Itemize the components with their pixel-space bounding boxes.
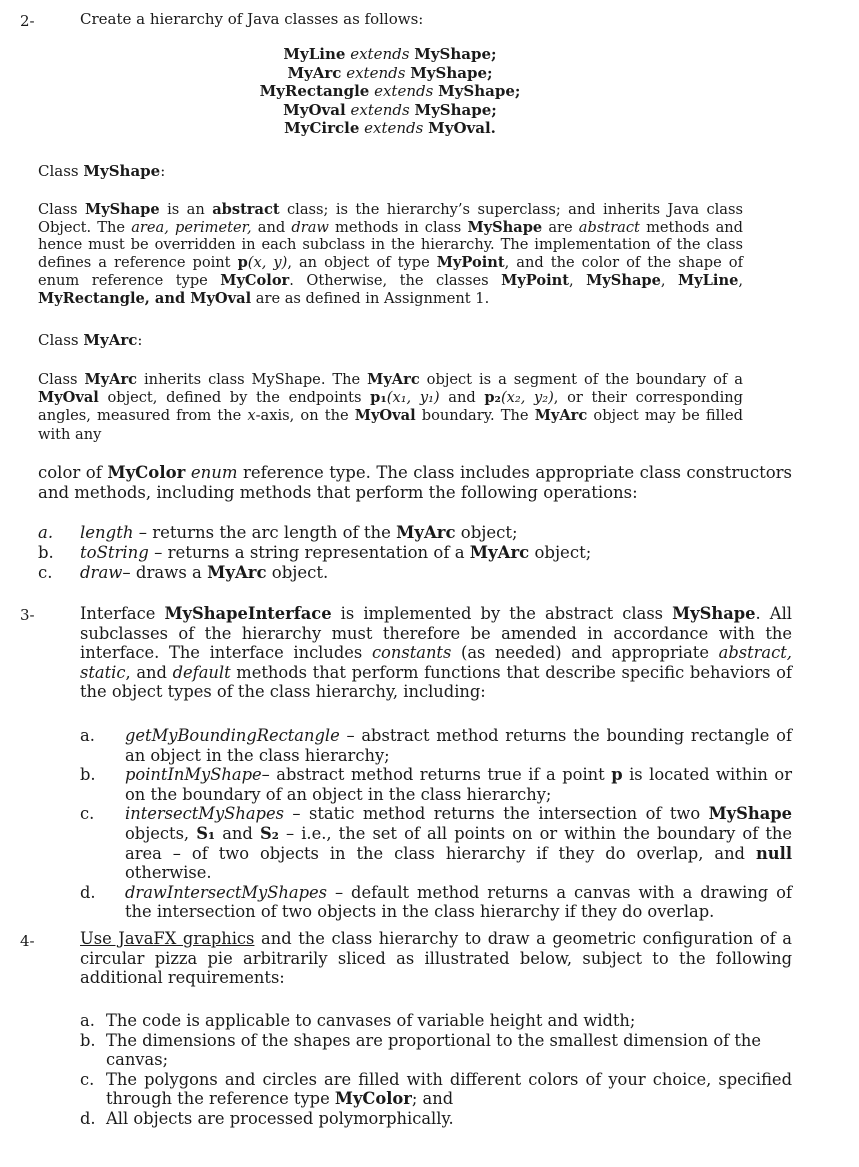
myarc-operations-list <box>38 523 798 583</box>
question-4-number: 4- <box>20 932 35 950</box>
question-4-text: Use JavaFX graphics and the class hierarchy to draw a geometric configuration of a circular pizza pie arbitrarily sliced as illustrated below, subject to the following additional requirements: <box>80 929 793 988</box>
question-3-text: Interface MyShapeInterface is implemented by the abstract class MyShape. All subclasses of the hierarchy must therefore be amended in accordance with the interface. The interface includes constants (as needed) and appropriate abstract, static, and default methods that perform functions that describe specific behaviors of the object types of the class hierarchy, including: <box>80 604 792 702</box>
myarc-heading: Class MyArc: <box>38 331 143 349</box>
list-item: c. draw– draws a MyArc object. <box>38 563 329 582</box>
question-3-number: 3- <box>20 606 35 624</box>
hierarchy-line: MyLine extends MyShape; <box>283 45 497 63</box>
list-item: d. drawIntersectMyShapes – default method returns a canvas with a drawing of the intersection of two objects in the class hierarchy if they do overlap. <box>80 882 792 922</box>
list-item: b. pointInMyShape– abstract method returns true if a point p is located within or on the boundary of an object in the class hierarchy; <box>80 765 793 804</box>
list-item: c. The polygons and circles are filled with different colors of your choice, specified through the reference type MyColor; and <box>80 1069 792 1109</box>
hierarchy-line: MyArc extends MyShape; <box>287 63 493 82</box>
class-hierarchy-list <box>230 45 550 138</box>
question-2-number: 2- <box>20 12 35 30</box>
list-item: a. length – returns the arc length of the MyArc object; <box>38 523 518 542</box>
question-4-requirements <box>80 1011 792 1129</box>
list-item: b. The dimensions of the shapes are proportional to the smallest dimension of the canvas; <box>80 1030 762 1070</box>
myshape-heading: Class MyShape: <box>38 162 166 180</box>
hierarchy-line: MyOval extends MyShape; <box>283 100 497 119</box>
hierarchy-line: MyCircle extends MyOval. <box>284 119 496 137</box>
hierarchy-line: MyRectangle extends MyShape; <box>259 82 521 100</box>
list-item: c. intersectMyShapes – static method returns the intersection of two MyShape objects, S₁ and S₂ – i.e., the set of all points on or within the boundary of the area – of two objects in the class hierarchy if they do overlap, and null otherwise. <box>80 804 793 883</box>
question-3-items <box>80 726 792 922</box>
list-item: b. toString – returns a string representation of a MyArc object; <box>38 543 592 562</box>
question-2-intro: Create a hierarchy of Java classes as follows: <box>80 10 424 28</box>
myshape-description: Class MyShape is an abstract class; is the hierarchy’s superclass; and inherits Java class Object. The area, perimeter, and draw methods in class MyShape are abstract methods and hence must be overridden in each subclass in the hierarchy. The implementation of the class defines a reference point p(x, y), an object of type MyPoint, and the color of the shape of enum reference type MyColor. Otherwise, the classes MyPoint, MyShape, MyLine, MyRectangle, and MyOval are as defined in Assignment 1. <box>38 201 744 307</box>
list-item: a. getMyBoundingRectangle – abstract method returns the bounding rectangle of an object in the class hierarchy; <box>80 726 792 765</box>
myarc-description: Class MyArc inherits class MyShape. The MyArc object is a segment of the boundary of a MyOval object, defined by the endpoints p₁(x₁, y₁) and p₂(x₂, y₂), or their corresponding angles, measured from the x-axis, on the MyOval boundary. The MyArc object may be filled with any <box>38 371 743 443</box>
javafx-graphics-link[interactable]: Use JavaFX graphics <box>80 929 255 948</box>
myarc-color-paragraph: color of MyColor enum reference type. The class includes appropriate class constructors and methods, including methods that perform the following operations: <box>38 463 792 502</box>
list-item: a. The code is applicable to canvases of variable height and width; <box>80 1011 636 1030</box>
list-item: d. All objects are processed polymorphically. <box>80 1108 454 1128</box>
